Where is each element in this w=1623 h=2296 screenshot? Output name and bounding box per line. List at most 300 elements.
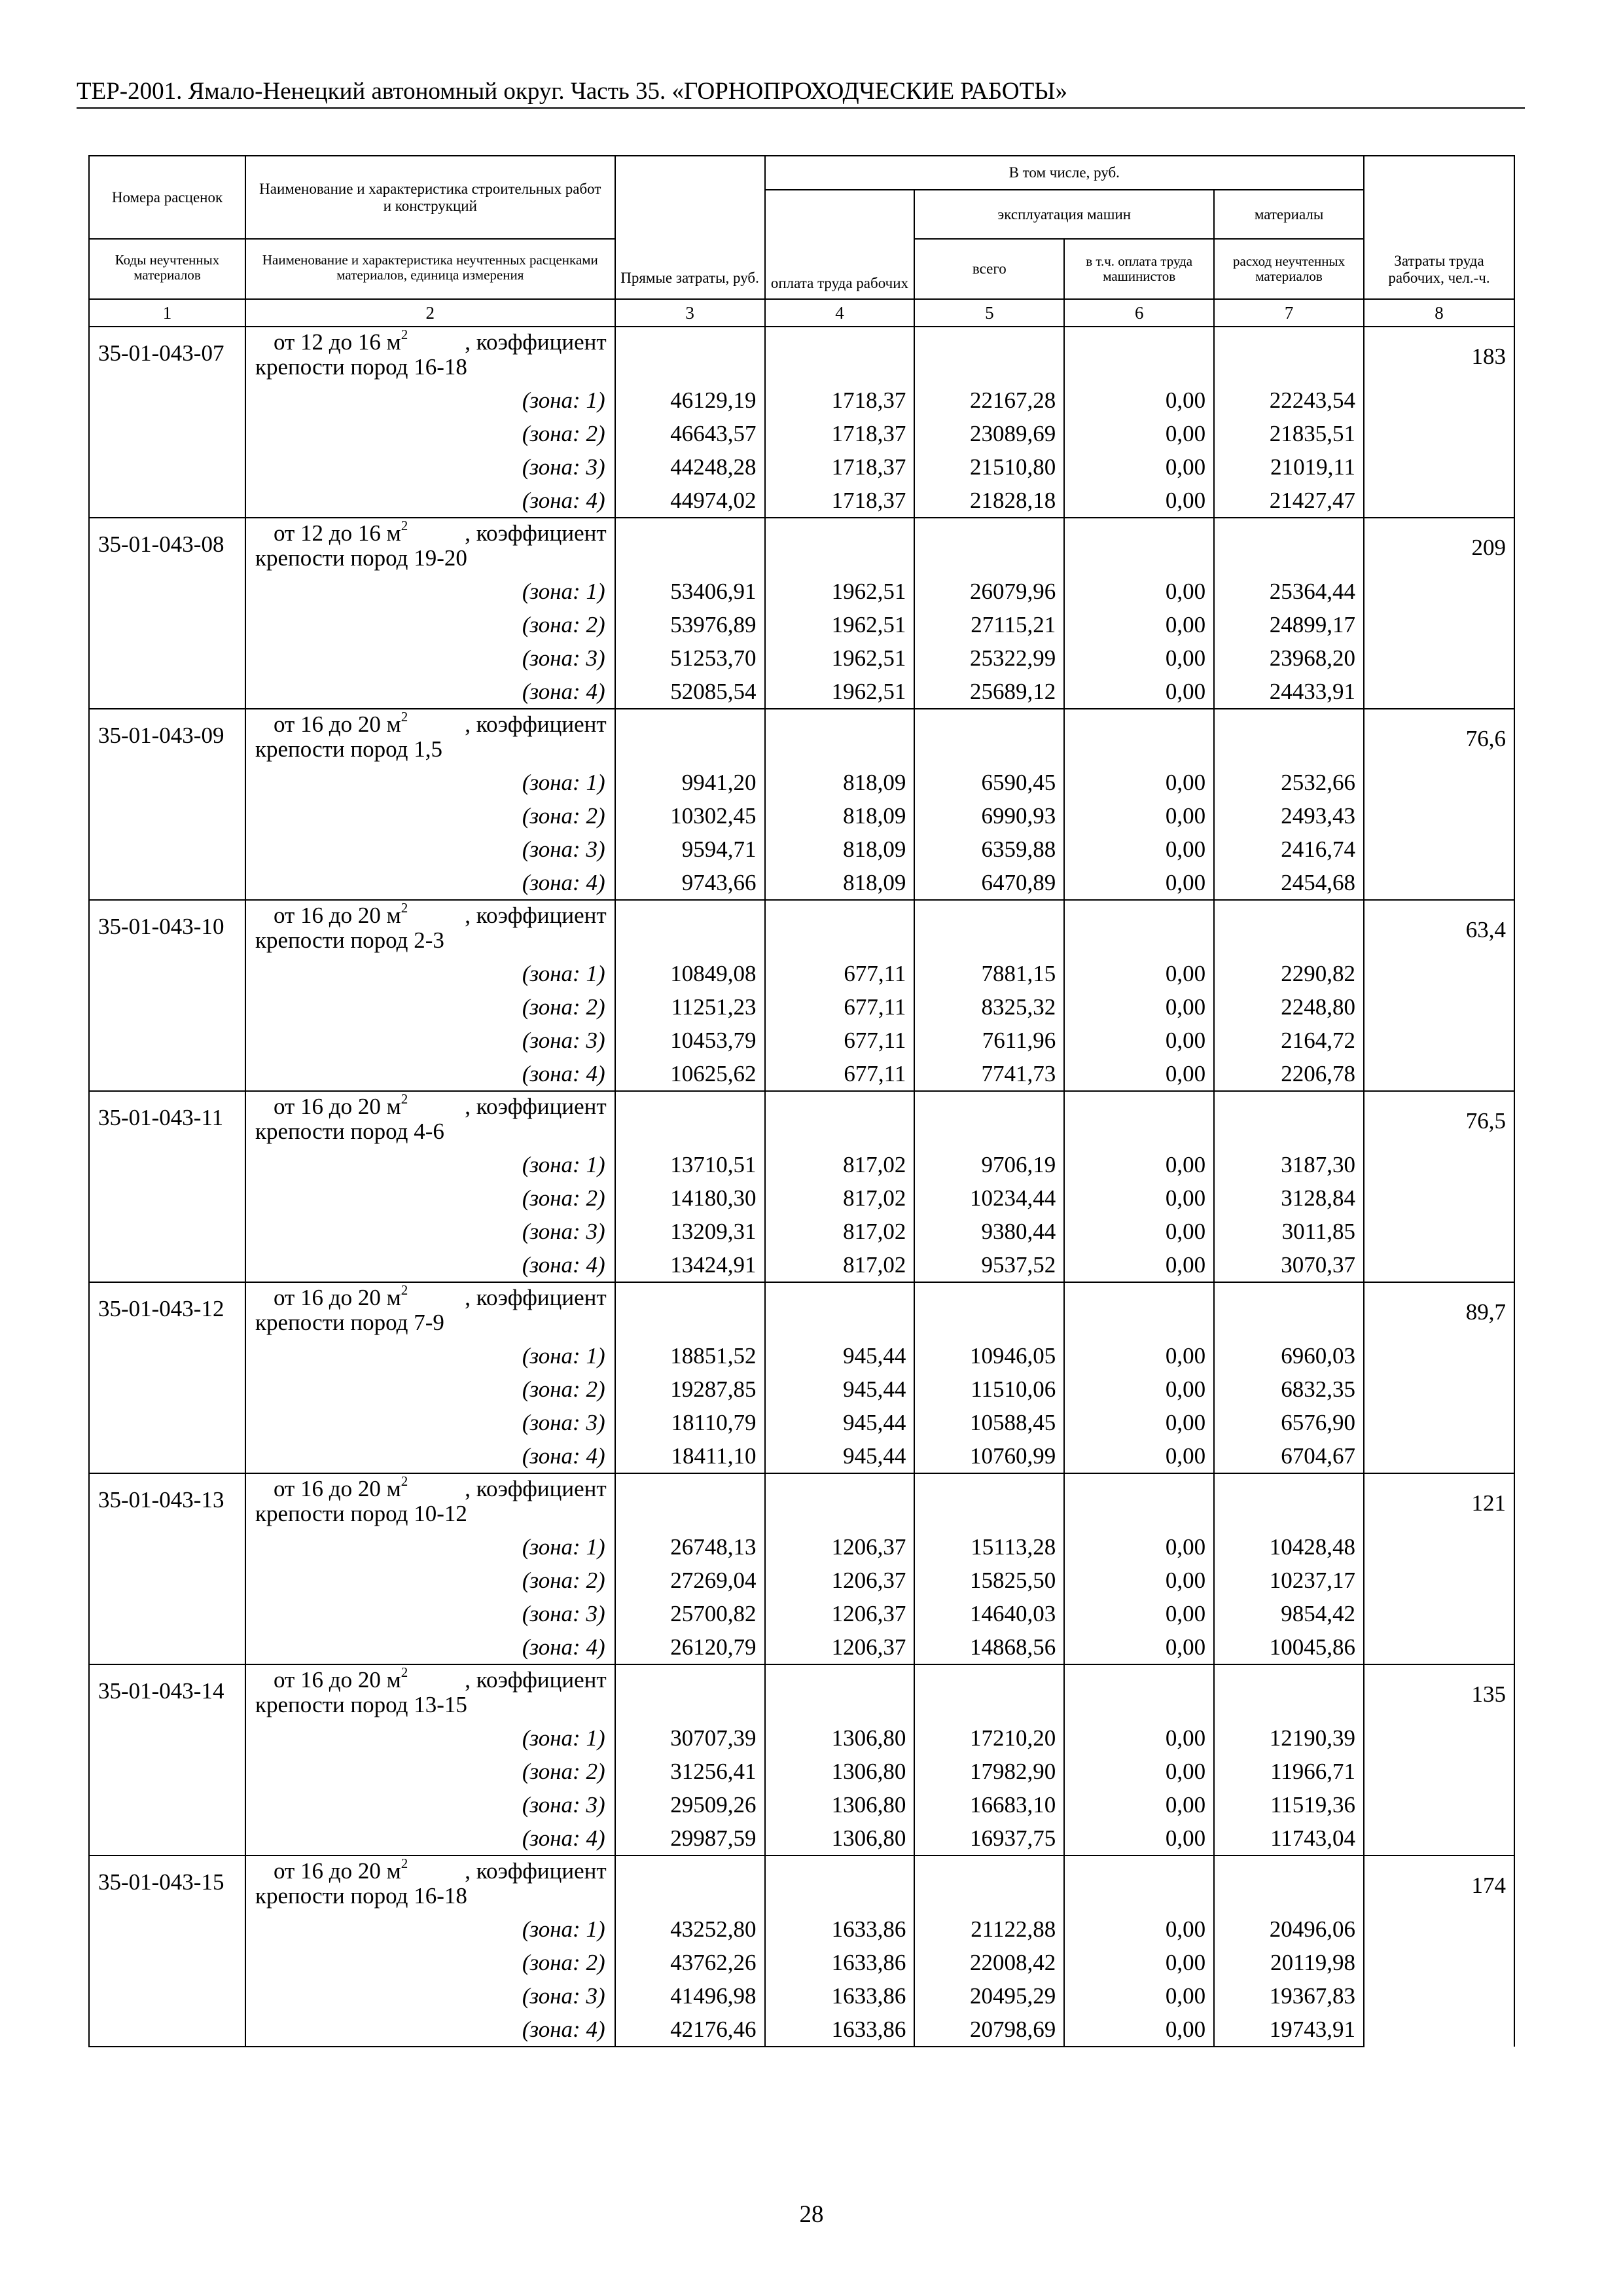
machines-total-value: 17982,90: [914, 1755, 1064, 1788]
direct-costs-value: 18411,10: [615, 1439, 765, 1473]
machinist-wages-value: 0,00: [1064, 1057, 1214, 1091]
rate-group: [89, 1282, 1514, 1473]
worker-wages-value: 1306,80: [765, 1721, 915, 1755]
rate-name-range: [273, 1473, 408, 1501]
column-number: 4: [765, 299, 915, 327]
rate-name-unit-power: 2: [401, 518, 408, 534]
direct-costs-value: 43762,26: [615, 1946, 765, 1979]
machinist-wages-value: 0,00: [1064, 1821, 1214, 1856]
machinist-wages-value: 0,00: [1064, 1024, 1214, 1057]
zone-row: [89, 575, 1514, 608]
empty-cell: [89, 957, 245, 990]
rate-title-row: [89, 1091, 1514, 1148]
zone-label: (зона: 1): [245, 575, 615, 608]
materials-value: 6576,90: [1214, 1406, 1364, 1439]
rate-name-coefficient: , коэффициент: [465, 1476, 607, 1501]
direct-costs-value: 41496,98: [615, 1979, 765, 2013]
page-header: ТЕР-2001. Ямало-Ненецкий автономный округ. Часть 35. «ГОРНОПРОХОДЧЕСКИЕ РАБОТЫ»: [77, 78, 1067, 105]
empty-cell: [1214, 709, 1364, 766]
rate-group: [89, 1856, 1514, 2047]
direct-costs-value: 11251,23: [615, 990, 765, 1024]
machinist-wages-value: 0,00: [1064, 1755, 1214, 1788]
machinist-wages-value: 0,00: [1064, 2013, 1214, 2047]
col-header-materials: материалы: [1214, 190, 1364, 239]
empty-cell: [89, 417, 245, 450]
machines-total-value: 20495,29: [914, 1979, 1064, 2013]
rate-code: 35-01-043-12: [89, 1282, 245, 1339]
materials-value: 3187,30: [1214, 1148, 1364, 1181]
empty-cell: [89, 1248, 245, 1282]
zone-label: (зона: 3): [245, 1024, 615, 1057]
empty-cell: [89, 641, 245, 675]
zone-label: (зона: 2): [245, 990, 615, 1024]
machinist-wages-value: 0,00: [1064, 1372, 1214, 1406]
machinist-wages-value: 0,00: [1064, 866, 1214, 900]
table-header: [89, 156, 1514, 327]
col-header-work-name: Наименование и характеристика строительных работ и конструкций: [245, 156, 615, 239]
zone-row: [89, 833, 1514, 866]
machines-total-value: 17210,20: [914, 1721, 1064, 1755]
rate-title-row: [89, 709, 1514, 766]
zone-row: [89, 1148, 1514, 1181]
machinist-wages-value: 0,00: [1064, 990, 1214, 1024]
direct-costs-value: 25700,82: [615, 1597, 765, 1630]
materials-value: 6832,35: [1214, 1372, 1364, 1406]
col-header-machinist-wages: в т.ч. оплата труда машинистов: [1064, 239, 1214, 299]
empty-cell: [89, 1215, 245, 1248]
machines-total-value: 15113,28: [914, 1530, 1064, 1564]
empty-cell: [89, 484, 245, 518]
empty-cell: [89, 1755, 245, 1788]
zone-label: (зона: 3): [245, 450, 615, 484]
zone-label: (зона: 3): [245, 1406, 615, 1439]
worker-wages-value: 1962,51: [765, 608, 915, 641]
materials-value: 25364,44: [1214, 575, 1364, 608]
labor-costs-value: 174: [1364, 1856, 1514, 2047]
machines-total-value: 7741,73: [914, 1057, 1064, 1091]
direct-costs-value: 29509,26: [615, 1788, 765, 1821]
empty-cell: [1064, 518, 1214, 575]
empty-cell: [1064, 1856, 1214, 1912]
machines-total-value: 10588,45: [914, 1406, 1064, 1439]
zone-row: [89, 1439, 1514, 1473]
machines-total-value: 8325,32: [914, 990, 1064, 1024]
zone-row: [89, 1821, 1514, 1856]
worker-wages-value: 945,44: [765, 1406, 915, 1439]
rate-name-line1: [255, 518, 607, 546]
direct-costs-value: 53406,91: [615, 575, 765, 608]
rate-name-text: от 16 до 20 м: [273, 903, 401, 928]
empty-cell: [89, 766, 245, 799]
rate-group: [89, 327, 1514, 518]
materials-value: 10045,86: [1214, 1630, 1364, 1664]
machines-total-value: 14868,56: [914, 1630, 1064, 1664]
empty-cell: [1064, 900, 1214, 957]
rate-group: [89, 518, 1514, 709]
materials-value: 19743,91: [1214, 2013, 1364, 2047]
machinist-wages-value: 0,00: [1064, 1148, 1214, 1181]
worker-wages-value: 1306,80: [765, 1755, 915, 1788]
worker-wages-value: 1206,37: [765, 1530, 915, 1564]
rate-name-range: [273, 1091, 408, 1119]
empty-cell: [89, 1148, 245, 1181]
rate-group: [89, 709, 1514, 900]
rate-group: [89, 1664, 1514, 1856]
machines-total-value: 10760,99: [914, 1439, 1064, 1473]
zone-row: [89, 1372, 1514, 1406]
machines-total-value: 10234,44: [914, 1181, 1064, 1215]
machines-total-value: 11510,06: [914, 1372, 1064, 1406]
direct-costs-value: 13710,51: [615, 1148, 765, 1181]
zone-row: [89, 1755, 1514, 1788]
zone-label: (зона: 2): [245, 1564, 615, 1597]
rate-name: [245, 1664, 615, 1721]
zone-row: [89, 1024, 1514, 1057]
rate-name-range: [273, 709, 408, 737]
empty-cell: [1064, 1282, 1214, 1339]
worker-wages-value: 677,11: [765, 1057, 915, 1091]
materials-value: 23968,20: [1214, 641, 1364, 675]
direct-costs-value: 51253,70: [615, 641, 765, 675]
worker-wages-value: 1718,37: [765, 484, 915, 518]
labor-costs-value: 209: [1364, 518, 1514, 709]
zone-label: (зона: 3): [245, 1215, 615, 1248]
empty-cell: [1214, 1473, 1364, 1530]
empty-cell: [89, 1564, 245, 1597]
worker-wages-value: 818,09: [765, 833, 915, 866]
machinist-wages-value: 0,00: [1064, 484, 1214, 518]
zone-label: (зона: 1): [245, 384, 615, 417]
materials-value: 6704,67: [1214, 1439, 1364, 1473]
rate-name-range: [273, 327, 408, 355]
zone-label: (зона: 4): [245, 1630, 615, 1664]
machines-total-value: 14640,03: [914, 1597, 1064, 1630]
machinist-wages-value: 0,00: [1064, 675, 1214, 709]
empty-cell: [89, 1946, 245, 1979]
worker-wages-value: 818,09: [765, 799, 915, 833]
column-number: 5: [914, 299, 1064, 327]
zone-row: [89, 484, 1514, 518]
empty-cell: [1214, 900, 1364, 957]
empty-cell: [615, 900, 765, 957]
rate-name-unit-power: 2: [401, 327, 408, 343]
zone-row: [89, 1912, 1514, 1946]
labor-costs-value: 135: [1364, 1664, 1514, 1856]
direct-costs-value: 46129,19: [615, 384, 765, 417]
machines-total-value: 6470,89: [914, 866, 1064, 900]
zone-label: (зона: 4): [245, 1248, 615, 1282]
machines-total-value: 26079,96: [914, 575, 1064, 608]
rate-name-range: [273, 900, 408, 928]
zone-label: (зона: 1): [245, 1530, 615, 1564]
rate-name-text: от 16 до 20 м: [273, 1476, 401, 1501]
zone-row: [89, 2013, 1514, 2047]
machinist-wages-value: 0,00: [1064, 1215, 1214, 1248]
worker-wages-value: 1306,80: [765, 1821, 915, 1856]
zone-row: [89, 799, 1514, 833]
zone-label: (зона: 3): [245, 641, 615, 675]
zone-row: [89, 1721, 1514, 1755]
zone-row: [89, 990, 1514, 1024]
machinist-wages-value: 0,00: [1064, 957, 1214, 990]
direct-costs-value: 10453,79: [615, 1024, 765, 1057]
zone-row: [89, 866, 1514, 900]
zone-label: (зона: 4): [245, 675, 615, 709]
rate-name-line1: [255, 709, 607, 737]
machinist-wages-value: 0,00: [1064, 641, 1214, 675]
direct-costs-value: 9594,71: [615, 833, 765, 866]
machinist-wages-value: 0,00: [1064, 1979, 1214, 2013]
empty-cell: [615, 1664, 765, 1721]
rate-name-line2: крепости пород 1,5: [255, 736, 442, 762]
direct-costs-value: 44248,28: [615, 450, 765, 484]
empty-cell: [89, 1912, 245, 1946]
machines-total-value: 22008,42: [914, 1946, 1064, 1979]
col-header-worker-wages: оплата труда рабочих: [765, 190, 915, 299]
zone-label: (зона: 1): [245, 1721, 615, 1755]
rate-name-coefficient: , коэффициент: [465, 1667, 607, 1693]
empty-cell: [765, 518, 915, 575]
empty-cell: [615, 1282, 765, 1339]
rate-name-text: от 16 до 20 м: [273, 1285, 401, 1310]
rate-name-coefficient: , коэффициент: [465, 1285, 607, 1310]
empty-cell: [615, 518, 765, 575]
page-number: 28: [799, 2201, 824, 2228]
col-header-machines-total: всего: [914, 239, 1064, 299]
empty-cell: [89, 1630, 245, 1664]
empty-cell: [89, 384, 245, 417]
zone-label: (зона: 4): [245, 484, 615, 518]
materials-value: 2416,74: [1214, 833, 1364, 866]
zone-row: [89, 1339, 1514, 1372]
materials-value: 22243,54: [1214, 384, 1364, 417]
empty-cell: [615, 327, 765, 384]
materials-value: 6960,03: [1214, 1339, 1364, 1372]
rate-name-text: от 16 до 20 м: [273, 1094, 401, 1119]
direct-costs-value: 43252,80: [615, 1912, 765, 1946]
empty-cell: [615, 1091, 765, 1148]
machines-total-value: 6359,88: [914, 833, 1064, 866]
machines-total-value: 23089,69: [914, 417, 1064, 450]
rate-name-line1: [255, 1664, 607, 1693]
empty-cell: [1064, 1091, 1214, 1148]
zone-label: (зона: 4): [245, 2013, 615, 2047]
worker-wages-value: 945,44: [765, 1439, 915, 1473]
materials-value: 2290,82: [1214, 957, 1364, 990]
materials-value: 12190,39: [1214, 1721, 1364, 1755]
machines-total-value: 6590,45: [914, 766, 1064, 799]
zone-row: [89, 450, 1514, 484]
column-number: 2: [245, 299, 615, 327]
empty-cell: [914, 327, 1064, 384]
machinist-wages-value: 0,00: [1064, 1630, 1214, 1664]
empty-cell: [914, 709, 1064, 766]
rate-name-line2: крепости пород 16-18: [255, 354, 467, 380]
rate-name-coefficient: , коэффициент: [465, 329, 607, 355]
direct-costs-value: 27269,04: [615, 1564, 765, 1597]
machines-total-value: 10946,05: [914, 1339, 1064, 1372]
rate-name-text: от 12 до 16 м: [273, 329, 401, 355]
machines-total-value: 15825,50: [914, 1564, 1064, 1597]
empty-cell: [914, 1664, 1064, 1721]
rate-name-line2: крепости пород 10-12: [255, 1501, 467, 1526]
machinist-wages-value: 0,00: [1064, 417, 1214, 450]
materials-value: 9854,42: [1214, 1597, 1364, 1630]
empty-cell: [765, 1091, 915, 1148]
rate-name: [245, 518, 615, 575]
direct-costs-value: 9941,20: [615, 766, 765, 799]
rate-name-range: [273, 518, 408, 546]
rate-name-text: от 16 до 20 м: [273, 1667, 401, 1693]
rate-name-line1: [255, 1091, 607, 1119]
column-number: 1: [89, 299, 245, 327]
rate-name: [245, 327, 615, 384]
rate-name-line1: [255, 327, 607, 355]
empty-cell: [1064, 327, 1214, 384]
rate-code: 35-01-043-11: [89, 1091, 245, 1148]
direct-costs-value: 42176,46: [615, 2013, 765, 2047]
zone-row: [89, 1788, 1514, 1821]
empty-cell: [89, 608, 245, 641]
rate-name-line2: крепости пород 4-6: [255, 1119, 444, 1144]
machines-total-value: 27115,21: [914, 608, 1064, 641]
materials-value: 21835,51: [1214, 417, 1364, 450]
machines-total-value: 25689,12: [914, 675, 1064, 709]
col-header-materials-consumption: расход неучтенных материалов: [1214, 239, 1364, 299]
zone-row: [89, 641, 1514, 675]
rate-group: [89, 1473, 1514, 1664]
empty-cell: [89, 799, 245, 833]
machines-total-value: 20798,69: [914, 2013, 1064, 2047]
materials-value: 3070,37: [1214, 1248, 1364, 1282]
zone-row: [89, 417, 1514, 450]
rate-name: [245, 709, 615, 766]
rate-name-line2: крепости пород 7-9: [255, 1310, 444, 1335]
zone-label: (зона: 3): [245, 1979, 615, 2013]
empty-cell: [89, 1339, 245, 1372]
col-header-material-codes: Коды неучтенных материалов: [89, 239, 245, 299]
labor-costs-value: 89,7: [1364, 1282, 1514, 1473]
empty-cell: [89, 1057, 245, 1091]
machines-total-value: 6990,93: [914, 799, 1064, 833]
machinist-wages-value: 0,00: [1064, 608, 1214, 641]
column-number: 8: [1364, 299, 1514, 327]
direct-costs-value: 13424,91: [615, 1248, 765, 1282]
col-header-labor-costs: Затраты труда рабочих, чел.-ч.: [1364, 156, 1514, 299]
materials-value: 21019,11: [1214, 450, 1364, 484]
worker-wages-value: 1718,37: [765, 384, 915, 417]
empty-cell: [89, 1372, 245, 1406]
labor-costs-value: 76,6: [1364, 709, 1514, 900]
materials-value: 19367,83: [1214, 1979, 1364, 2013]
worker-wages-value: 1718,37: [765, 417, 915, 450]
worker-wages-value: 677,11: [765, 1024, 915, 1057]
empty-cell: [1214, 1282, 1364, 1339]
empty-cell: [615, 1856, 765, 1912]
machinist-wages-value: 0,00: [1064, 1788, 1214, 1821]
machinist-wages-value: 0,00: [1064, 450, 1214, 484]
rate-name-line2: крепости пород 13-15: [255, 1692, 467, 1717]
zone-label: (зона: 4): [245, 1439, 615, 1473]
materials-value: 2454,68: [1214, 866, 1364, 900]
worker-wages-value: 1206,37: [765, 1597, 915, 1630]
materials-value: 21427,47: [1214, 484, 1364, 518]
zone-row: [89, 1181, 1514, 1215]
machines-total-value: 16937,75: [914, 1821, 1064, 1856]
machinist-wages-value: 0,00: [1064, 384, 1214, 417]
direct-costs-value: 52085,54: [615, 675, 765, 709]
rate-name-coefficient: , коэффициент: [465, 1858, 607, 1884]
machines-total-value: 7611,96: [914, 1024, 1064, 1057]
materials-value: 24899,17: [1214, 608, 1364, 641]
empty-cell: [1214, 1664, 1364, 1721]
worker-wages-value: 1633,86: [765, 1979, 915, 2013]
materials-value: 20119,98: [1214, 1946, 1364, 1979]
empty-cell: [615, 709, 765, 766]
empty-cell: [89, 1024, 245, 1057]
empty-cell: [89, 833, 245, 866]
machinist-wages-value: 0,00: [1064, 1912, 1214, 1946]
rate-name-unit-power: 2: [401, 1282, 408, 1299]
empty-cell: [615, 1473, 765, 1530]
materials-value: 2493,43: [1214, 799, 1364, 833]
rate-title-row: [89, 1664, 1514, 1721]
col-header-rate-numbers: Номера расценок: [89, 156, 245, 239]
worker-wages-value: 677,11: [765, 990, 915, 1024]
rate-group: [89, 1091, 1514, 1282]
empty-cell: [914, 1856, 1064, 1912]
column-numbers-row: [89, 299, 1514, 327]
labor-costs-value: 121: [1364, 1473, 1514, 1664]
rate-code: 35-01-043-15: [89, 1856, 245, 1912]
zone-row: [89, 957, 1514, 990]
zone-label: (зона: 2): [245, 799, 615, 833]
worker-wages-value: 817,02: [765, 1181, 915, 1215]
direct-costs-value: 18110,79: [615, 1406, 765, 1439]
zone-label: (зона: 1): [245, 1339, 615, 1372]
worker-wages-value: 1306,80: [765, 1788, 915, 1821]
rate-title-row: [89, 1856, 1514, 1912]
zone-label: (зона: 2): [245, 1181, 615, 1215]
worker-wages-value: 1718,37: [765, 450, 915, 484]
machinist-wages-value: 0,00: [1064, 799, 1214, 833]
worker-wages-value: 1962,51: [765, 641, 915, 675]
empty-cell: [914, 1282, 1064, 1339]
rate-title-row: [89, 900, 1514, 957]
machines-total-value: 16683,10: [914, 1788, 1064, 1821]
machines-total-value: 9380,44: [914, 1215, 1064, 1248]
zone-row: [89, 675, 1514, 709]
zone-row: [89, 766, 1514, 799]
empty-cell: [89, 1721, 245, 1755]
zone-row: [89, 1979, 1514, 2013]
rate-name-coefficient: , коэффициент: [465, 903, 607, 928]
column-number: 7: [1214, 299, 1364, 327]
rate-name: [245, 1473, 615, 1530]
machinist-wages-value: 0,00: [1064, 1946, 1214, 1979]
empty-cell: [89, 866, 245, 900]
machines-total-value: 7881,15: [914, 957, 1064, 990]
direct-costs-value: 14180,30: [615, 1181, 765, 1215]
materials-value: 20496,06: [1214, 1912, 1364, 1946]
zone-row: [89, 1215, 1514, 1248]
zone-row: [89, 1057, 1514, 1091]
labor-costs-value: 183: [1364, 327, 1514, 518]
empty-cell: [1064, 1473, 1214, 1530]
empty-cell: [765, 1664, 915, 1721]
machines-total-value: 25322,99: [914, 641, 1064, 675]
rate-name-line1: [255, 1856, 607, 1884]
